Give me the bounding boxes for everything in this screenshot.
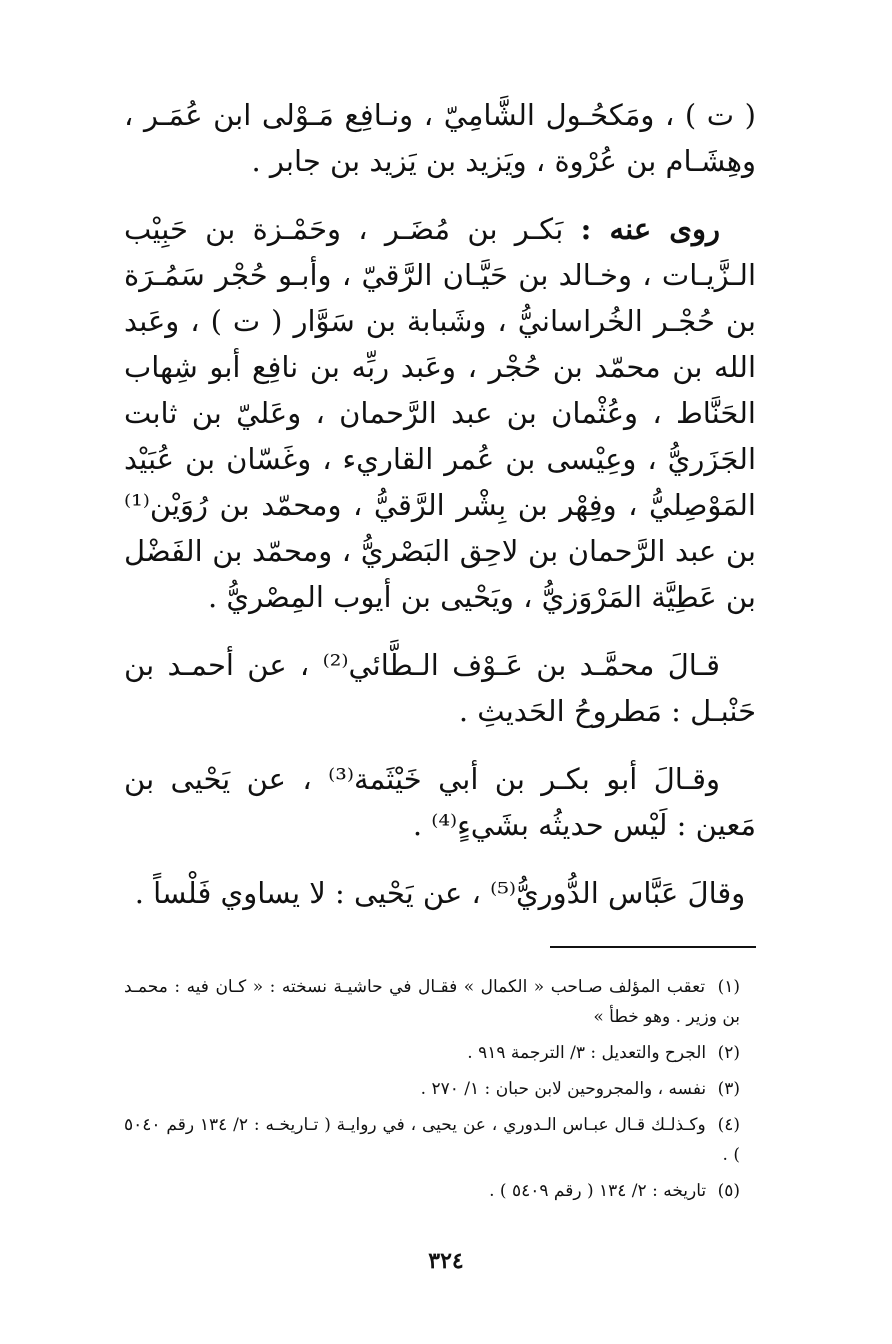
footnote [124, 1176, 740, 1206]
page-number: ٣٢٤ [428, 1248, 464, 1274]
paragraph-text: وقـالَ أبو بكـر بن أبي خَيْثَمة⁽³⁾ ، عن يَحْيى بن مَعين : لَيْس حديثُه بشَيءٍ⁽⁴⁾ . [124, 762, 756, 842]
footnote-number: (٥) [717, 1181, 740, 1201]
footnote-number: (٢) [717, 1043, 740, 1063]
footnote [124, 972, 740, 1032]
paragraph-ahmad-opinion [124, 642, 756, 734]
footnote [124, 1110, 740, 1170]
main-text [124, 92, 756, 916]
footnote-text: وكـذلـك قـال عبـاس الـدوري ، عن يحيى ، في روايـة ( تـاريخـه : ٢/ ١٣٤ رقم ٥٠٤٠ ) . [124, 1115, 740, 1165]
paragraph-text: بَكـر بن مُضَـر ، وحَمْـزة بن حَبِيْب الـزَّيـات ، وخـالد بن حَيَّـان الرَّقيّ ، وأبـو حُجْر سَمُـرَة بن حُجْـر الخُراسانيُّ ، وشَبابة بن سَوَّار ( ت ) ، وعَبد الله بن محمّد بن حُجْر ، وعَبد ربِّه بن نافِع أبو شِهاب الحَنَّاط ، وعُثْمان بن عبد الرَّحمان ، وعَليّ بن ثابت الجَزَريُّ ، وعِيْسى بن عُمر القاريء ، وغَسّان بن عُبَيْد المَوْصِليُّ ، وفِهْر بن بِشْر الرَّقيُّ ، ومحمّد بن رُوَيْن⁽¹⁾ بن عبد الرَّحمان بن لاحِق البَصْريُّ ، ومحمّد بن الفَضْل بن عَطِيَّة المَرْوَزيُّ ، ويَحْيى بن أيوب المِصْريُّ . [124, 212, 756, 614]
footnote-number: (٣) [717, 1079, 740, 1099]
footnote-text: الجرح والتعديل : ٣/ الترجمة ٩١٩ . [467, 1043, 707, 1063]
paragraph-text: وقالَ عَبَّاس الدُّوريُّ⁽⁵⁾ ، عن يَحْيى : لا يساوي فَلْساً . [134, 876, 746, 910]
footnote-number: (١) [717, 977, 740, 997]
paragraph-text: ( ت ) ، ومَكحُـول الشَّامِيّ ، ونـافِع مَـوْلى ابن عُمَـر ، وهِشَـام بن عُرْوة ، ويَزيد بن يَزيد بن جابر . [124, 98, 756, 178]
footnote-divider [550, 946, 756, 948]
footnote-text: تعقب المؤلف صـاحب « الكمال » فقـال في حاشيـة نسخته : « كـان فيه : محمـد بن وزير . وهو خطأ » [124, 977, 740, 1027]
paragraph-text: قـالَ محمَّـد بن عَـوْف الـطَّائي⁽²⁾ ، عن أحمـد بن حَنْبـل : مَطروحُ الحَديثِ . [124, 648, 756, 728]
paragraph-narrators [124, 206, 756, 620]
paragraph-duri-opinion [124, 870, 756, 916]
paragraph-lead: روى عنه : [580, 212, 720, 246]
footnote-text: تاريخه : ٢/ ١٣٤ ( رقم ٥٤٠٩ ) . [489, 1181, 707, 1201]
paragraph-teachers-end [124, 92, 756, 184]
footnote-text: نفسه ، والمجروحين لابن حبان : ١/ ٢٧٠ . [420, 1079, 707, 1099]
paragraph-ibn-main-opinion [124, 756, 756, 848]
footnote [124, 1038, 740, 1068]
footnotes [124, 972, 740, 1212]
footnote [124, 1074, 740, 1104]
footnote-number: (٤) [717, 1115, 740, 1135]
